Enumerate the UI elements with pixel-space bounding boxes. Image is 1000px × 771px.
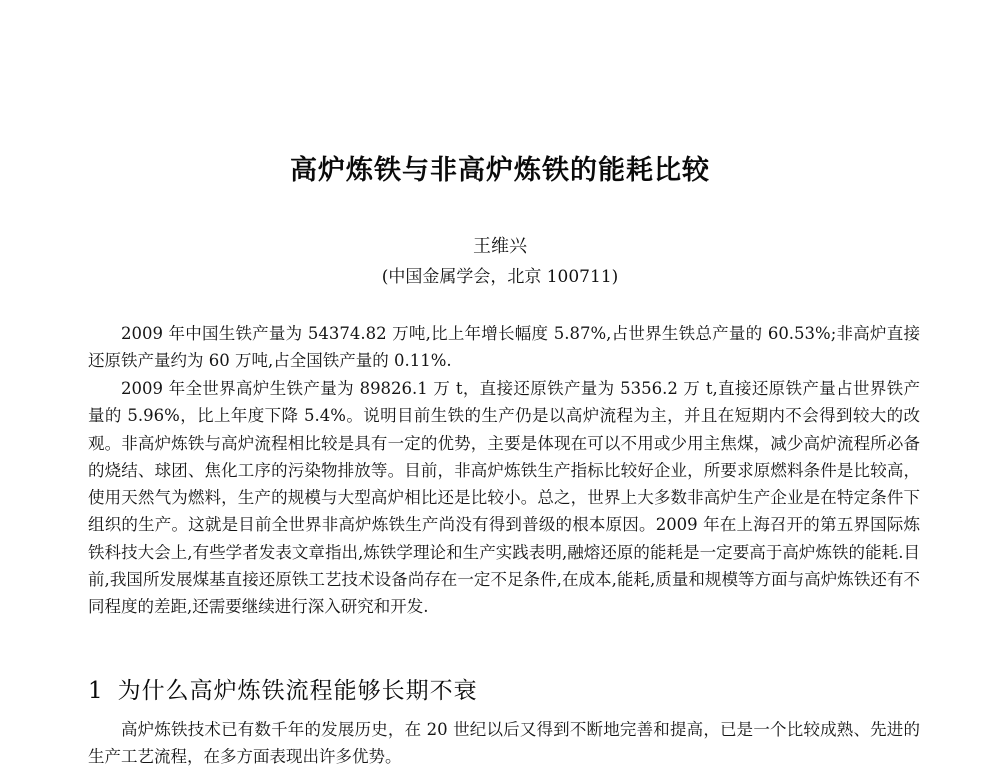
section-heading bbox=[88, 672, 920, 705]
author-name: 王维兴 bbox=[473, 236, 527, 257]
section-paragraph: 高炉炼铁技术已有数千年的发展历史，在 20 世纪以后又得到不断地完善和提高，已是一个比较成熟、先进的生产工艺流程，在多方面表现出许多优势。 bbox=[88, 720, 920, 767]
section-heading-text: 为什么高炉炼铁流程能够长期不衰 bbox=[117, 678, 478, 704]
section-number: 1 bbox=[88, 678, 104, 704]
paragraph-1: 2009 年中国生铁产量为 54374.82 万吨,比上年增长幅度 5.87%,占世界生铁总产量的 60.53%;非高炉直接还原铁产量约为 60 万吨,占全国铁产量的 0.11%. bbox=[88, 324, 920, 371]
author-affiliation: (中国金属学会，北京 100711) bbox=[381, 267, 619, 287]
paper-title: 高炉炼铁与非高炉炼铁的能耗比较 bbox=[290, 155, 710, 186]
paragraph-2: 2009 年全世界高炉生铁产量为 89826.1 万 t，直接还原铁产量为 5356.2 万 t,直接还原铁产量占世界铁产量的 5.96%，比上年度下降 5.4%。说明目前生铁的生产仍是以高炉流程为主，并且在短期内不会得到较大的改观。非高炉炼铁与高炉流程相比较是具有一定的优势，主要是体现在可以不用或少用主焦煤，减少高炉流程所必备的烧结、球团、焦化工序的污染物排放等。目前，非高炉炼铁生产指标比较好企业，所要求原燃料条件是比较高，使用天然气为燃料，生产的规模与大型高炉相比还是比较小。总之，世界上大多数非高炉生产企业是在特定条件下组织的生产。这就是目前全世界非高炉炼铁生产尚没有得到普级的根本原因。2009 年在上海召开的第五界国际炼铁科技大会上,有些学者发表文章指出,炼铁学理论和生产实践表明,融熔还原的能耗是一定要高于高炉炼铁的能耗.目前,我国所发展煤基直接还原铁工艺技术设备尚存在一定不足条件,在成本,能耗,质量和规模等方面与高炉炼铁还有不同程度的差距,还需要继续进行深入研究和开发. bbox=[88, 379, 920, 617]
